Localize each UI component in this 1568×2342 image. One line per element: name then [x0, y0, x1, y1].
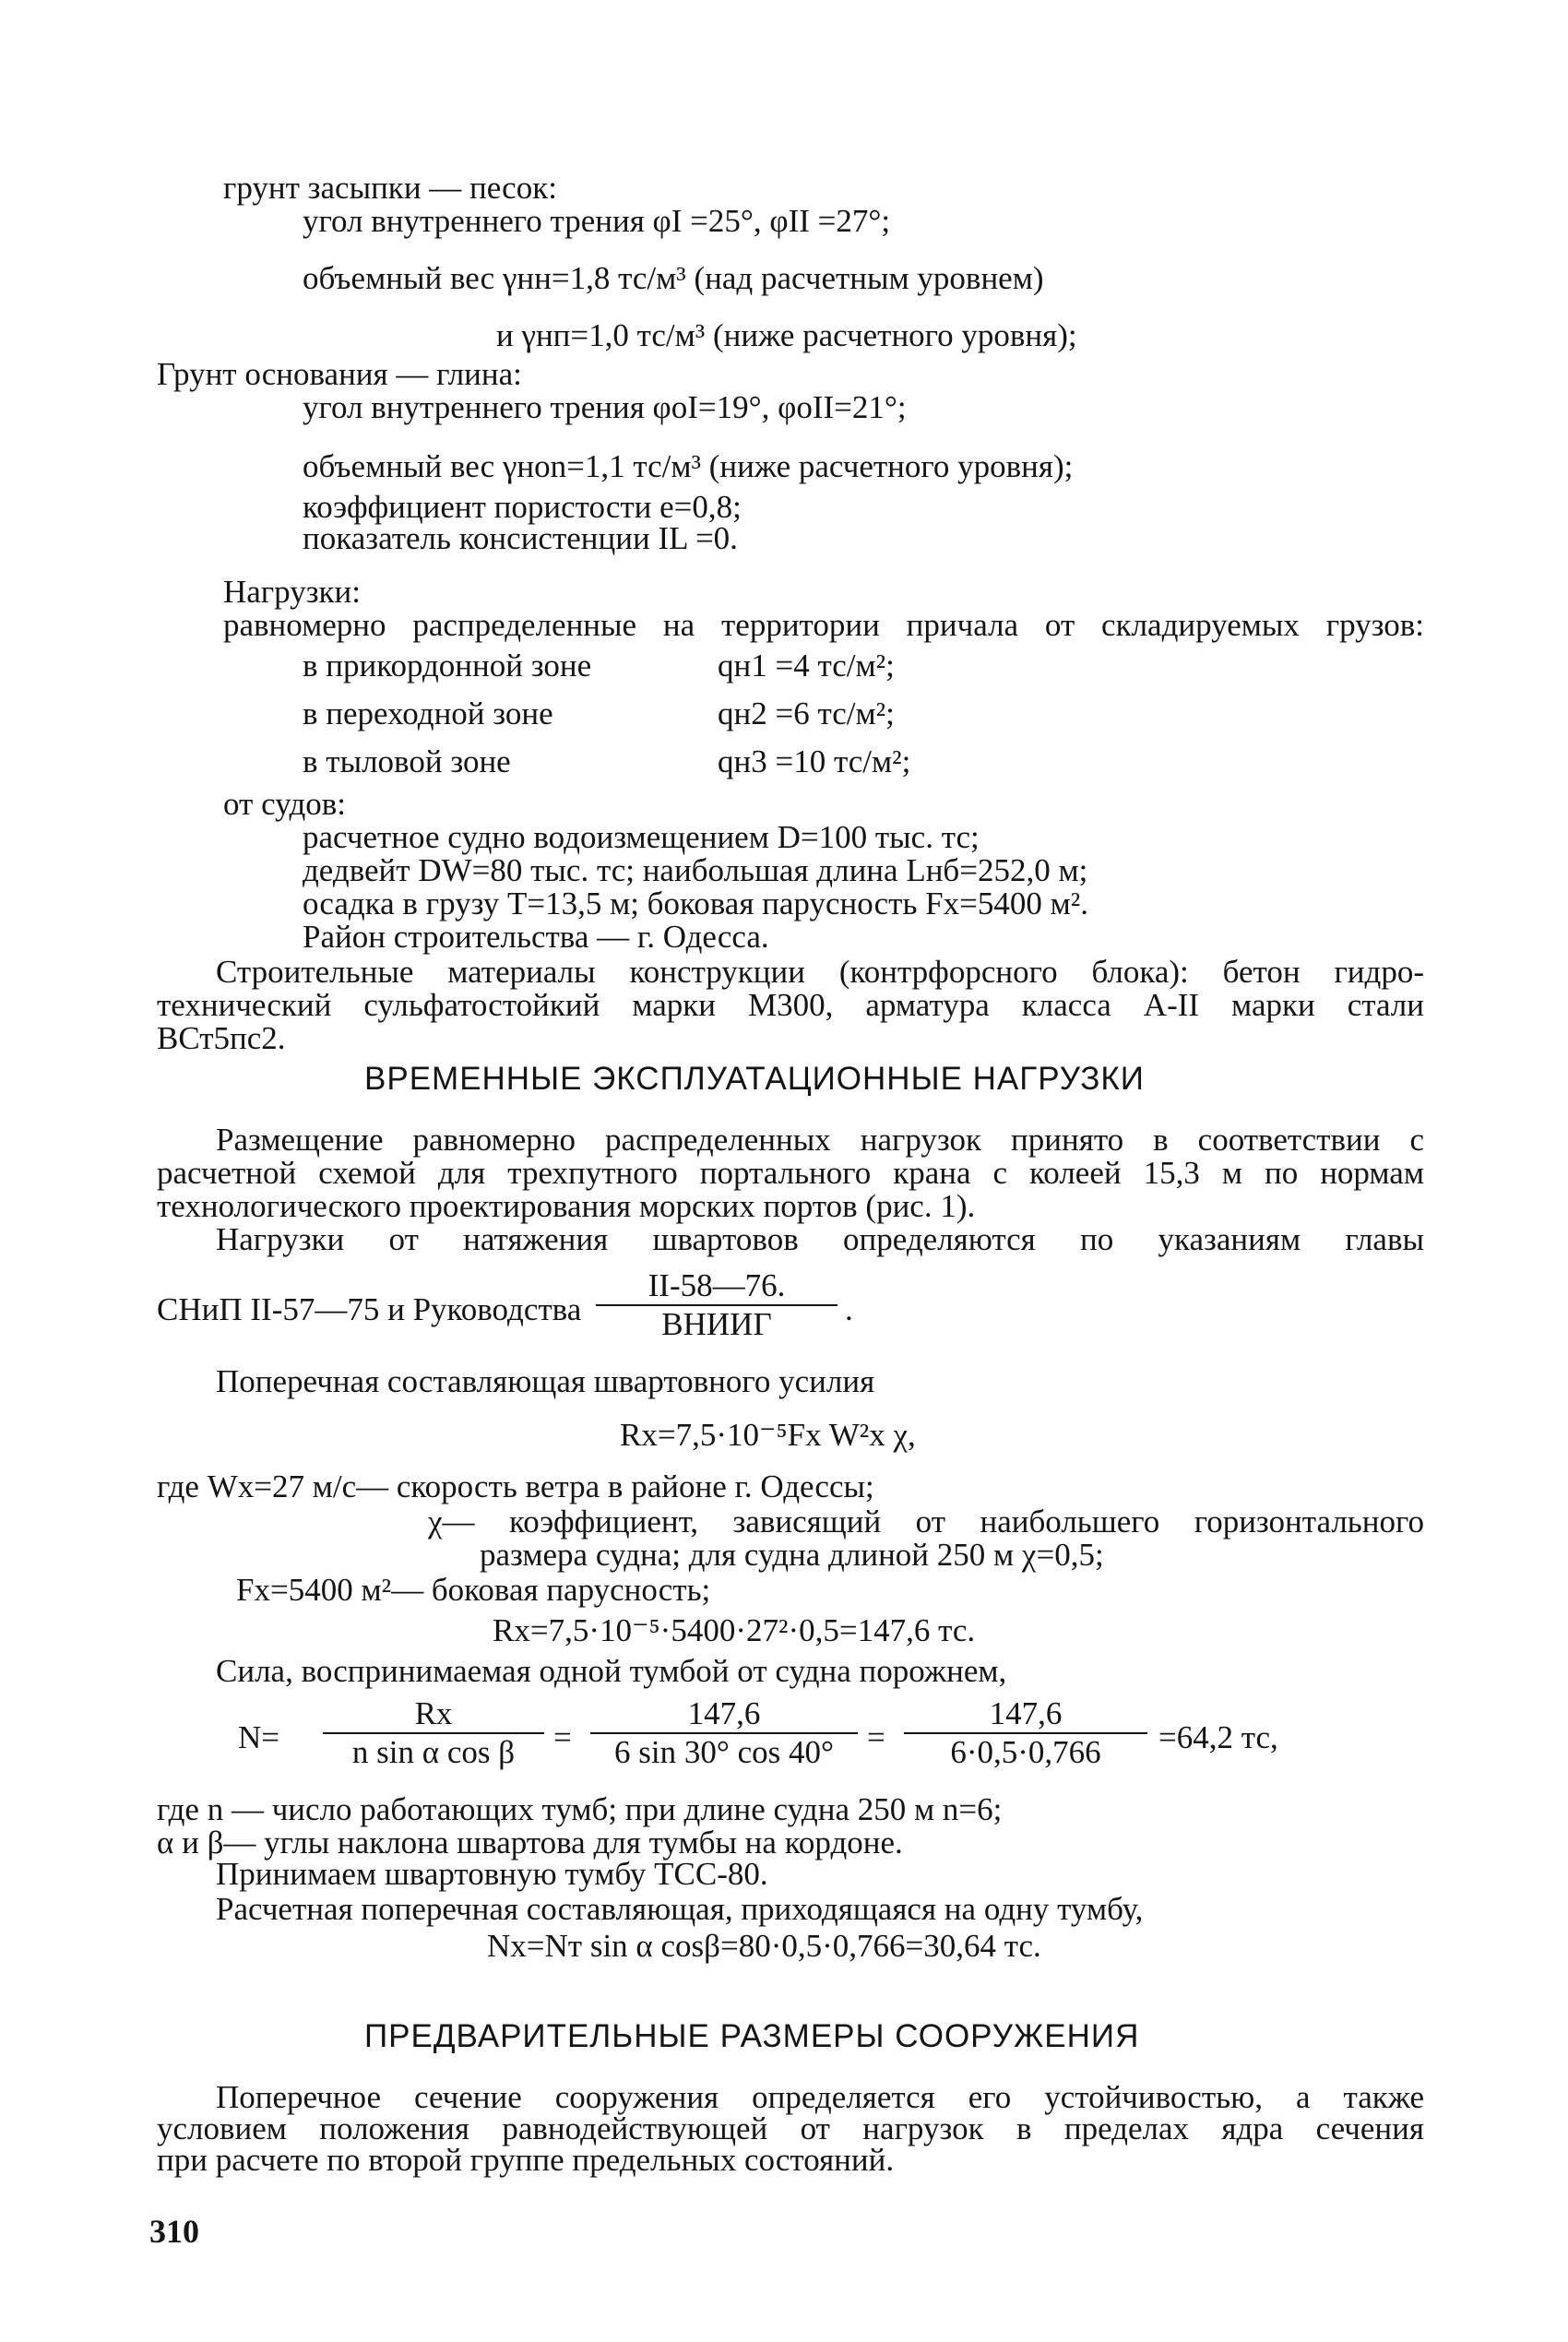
fx-line: Fx=5400 м²— боковая парусность;: [236, 1572, 711, 1608]
materials-line-2: технический сульфатостойкий марки М300, арматура класса А-II марки стали: [157, 987, 1424, 1023]
zone-value-1: qн1 =4 тс/м²;: [718, 648, 895, 684]
nx-formula: Nx=Nт sin α cosβ=80·0,5·0,766=30,64 тс.: [487, 1928, 1041, 1964]
fraction-2-den: 6 sin 30° cos 40°: [614, 1734, 834, 1770]
weight-line-2: и γнп=1,0 тс/м³ (ниже расчетного уровня);: [496, 317, 1077, 353]
fraction-3-den: 6·0,5·0,766: [950, 1734, 1101, 1770]
base-soil-line: Грунт основания — глина:: [157, 356, 522, 392]
equals-1: =: [553, 1719, 572, 1755]
region-line: Район строительства — г. Одесса.: [303, 919, 769, 955]
accept-line: Принимаем швартовную тумбу ТСС-80.: [216, 1856, 768, 1892]
fraction-1-den: n sin α cos β: [351, 1734, 516, 1770]
base-weight-line: объемный вес γнon=1,1 тс/м³ (ниже расчетного уровня);: [303, 448, 1074, 484]
n-lhs: N=: [238, 1719, 280, 1755]
snip-text: СНиП II-57—75 и Руководства: [157, 1291, 582, 1327]
dim-line-1: Поперечное сечение сооружения определяется его устойчивостью, а также: [216, 2079, 1424, 2115]
rx-calc-line: Rx=7,5·10⁻⁵·5400·27²·0,5=147,6 тс.: [493, 1612, 976, 1648]
para1-line-2: расчетной схемой для трехпутного портального крана с колеей 15,3 м по нормам: [157, 1155, 1424, 1191]
section-heading-loads: ВРЕМЕННЫЕ ЭКСПЛУАТАЦИОННЫЕ НАГРУЗКИ: [364, 1061, 1145, 1097]
materials-line-3: ВСт5пс2.: [157, 1020, 286, 1056]
section-heading-dimensions: ПРЕДВАРИТЕЛЬНЫЕ РАЗМЕРЫ СООРУЖЕНИЯ: [364, 2018, 1140, 2054]
fraction-3: [904, 1695, 1147, 1771]
para1-line-1: Размещение равномерно распределенных нагрузок принято в соответствии с: [216, 1122, 1424, 1158]
snip-fraction: [596, 1267, 837, 1343]
n-result: =64,2 тс,: [1158, 1719, 1278, 1755]
fraction-2-num: 147,6: [590, 1695, 858, 1734]
loads-title: Нагрузки:: [223, 574, 361, 610]
consistency-line: показатель консистенции IL =0.: [303, 520, 738, 556]
alpha-beta-line: α и β— углы наклона швартова для тумбы на кордоне.: [157, 1825, 903, 1861]
zone-name-1: в прикордонной зоне: [303, 648, 592, 684]
ships-title: от судов:: [223, 786, 347, 822]
per-bollard-line: Расчетная поперечная составляющая, приходящаяся на одну тумбу,: [216, 1891, 1144, 1927]
where-n-line: где n — число работающих тумб; при длине судна 250 м n=6;: [157, 1791, 1003, 1827]
rx-formula: Rx=7,5·10⁻⁵Fx W²x χ,: [620, 1417, 916, 1453]
page-number: 310: [149, 2213, 199, 2250]
ship-line-1: расчетное судно водоизмещением D=100 тыс. тс;: [303, 819, 980, 855]
snip-end: .: [845, 1291, 853, 1327]
fraction-3-num: 147,6: [904, 1695, 1147, 1734]
fraction-2: [590, 1695, 858, 1771]
chi-line-2: размера судна; для судна длиной 250 м χ=0,5;: [480, 1537, 1104, 1573]
uniform-loads-line: равномерно распределенные на территории причала от складируемых грузов:: [223, 607, 1424, 643]
transverse-line: Поперечная составляющая швартовного усилия: [216, 1363, 875, 1399]
fraction-1-num: Rx: [323, 1695, 544, 1734]
backfill-line: грунт засыпки — песок:: [223, 170, 557, 206]
chi-line-1: χ— коэффициент, зависящий от наибольшего горизонтального: [428, 1504, 1424, 1540]
where-wx-line: где Wx=27 м/с— скорость ветра в районе г. Одессы;: [157, 1468, 874, 1504]
porosity-line: коэффициент пористости e=0,8;: [303, 489, 742, 525]
snip-denominator: ВНИИГ: [661, 1306, 772, 1342]
zone-name-3: в тыловой зоне: [303, 743, 511, 779]
equals-2: =: [867, 1719, 885, 1755]
para2-line-1: Нагрузки от натяжения швартовов определяются по указаниям главы: [216, 1221, 1424, 1257]
dim-line-2: условием положения равнодействующей от нагрузок в пределах ядра сечения: [157, 2110, 1424, 2146]
snip-numerator: II-58—76.: [596, 1267, 837, 1306]
zone-value-3: qн3 =10 тс/м²;: [718, 743, 911, 779]
friction-line: угол внутреннего трения φI =25°, φII =27°;: [303, 203, 891, 239]
materials-line-1: Строительные материалы конструкции (контрфорсного блока): бетон гидро-: [216, 954, 1424, 990]
base-friction-line: угол внутреннего трения φоI=19°, φоII=21°;: [303, 389, 907, 425]
para1-line-3: технологического проектирования морских портов (рис. 1).: [157, 1188, 976, 1224]
dim-line-3: при расчете по второй группе предельных состояний.: [157, 2142, 895, 2178]
ship-line-3: осадка в грузу T=13,5 м; боковая парусность Fx=5400 м².: [303, 886, 1088, 921]
fraction-1: [323, 1695, 544, 1771]
force-text-line: Сила, воспринимаемая одной тумбой от судна порожнем,: [216, 1653, 1007, 1689]
ship-line-2: дедвейт DW=80 тыс. тс; наибольшая длина Lнб=252,0 м;: [303, 852, 1088, 888]
zone-name-2: в переходной зоне: [303, 695, 553, 731]
weight-line-1: объемный вес γнн=1,8 тс/м³ (над расчетным уровнем): [303, 260, 1044, 296]
zone-value-2: qн2 =6 тс/м²;: [718, 695, 895, 731]
